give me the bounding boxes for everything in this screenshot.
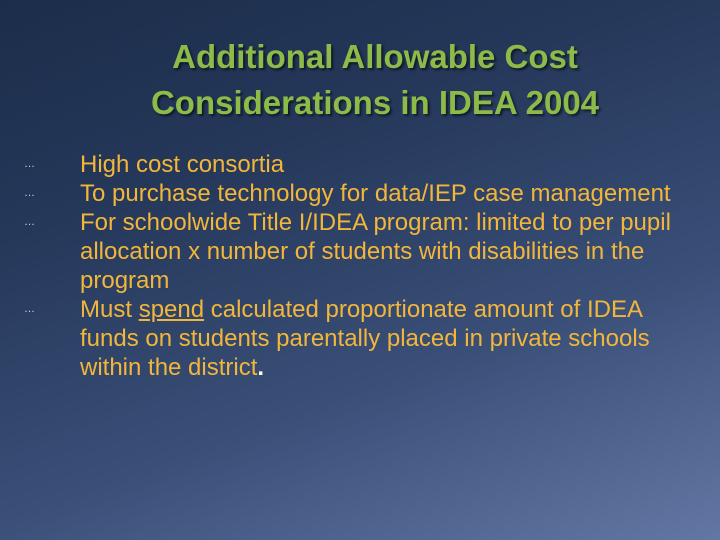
bullet-list bbox=[24, 150, 674, 382]
bullet-item bbox=[24, 179, 674, 208]
bullet-item bbox=[24, 208, 674, 295]
bullet-item bbox=[24, 295, 674, 382]
bullet-text-prefix: Must bbox=[80, 296, 139, 323]
slide-title-line-2: Considerations in IDEA 2004 bbox=[150, 84, 600, 121]
bullet-icon: … bbox=[24, 187, 35, 199]
bullet-icon: … bbox=[24, 216, 35, 228]
slide-title bbox=[60, 34, 690, 126]
slide-title-line-1: Additional Allowable Cost bbox=[172, 38, 578, 75]
bullet-text: To purchase technology for data/IEP case management bbox=[80, 180, 671, 207]
bullet-text-emphasis: spend bbox=[138, 296, 205, 323]
bullet-item bbox=[24, 150, 674, 179]
bullet-text-suffix: calculated proportionate amount of IDEA funds on students parentally placed in private schools within the district bbox=[80, 296, 650, 381]
bullet-text: For schoolwide Title I/IDEA program: limited to per pupil allocation x number of students with disabilities in the program bbox=[80, 209, 671, 294]
bullet-icon: … bbox=[24, 303, 35, 315]
bullet-text: High cost consortia bbox=[80, 151, 285, 178]
bullet-end-period: . bbox=[257, 354, 265, 381]
bullet-icon: … bbox=[24, 158, 35, 170]
